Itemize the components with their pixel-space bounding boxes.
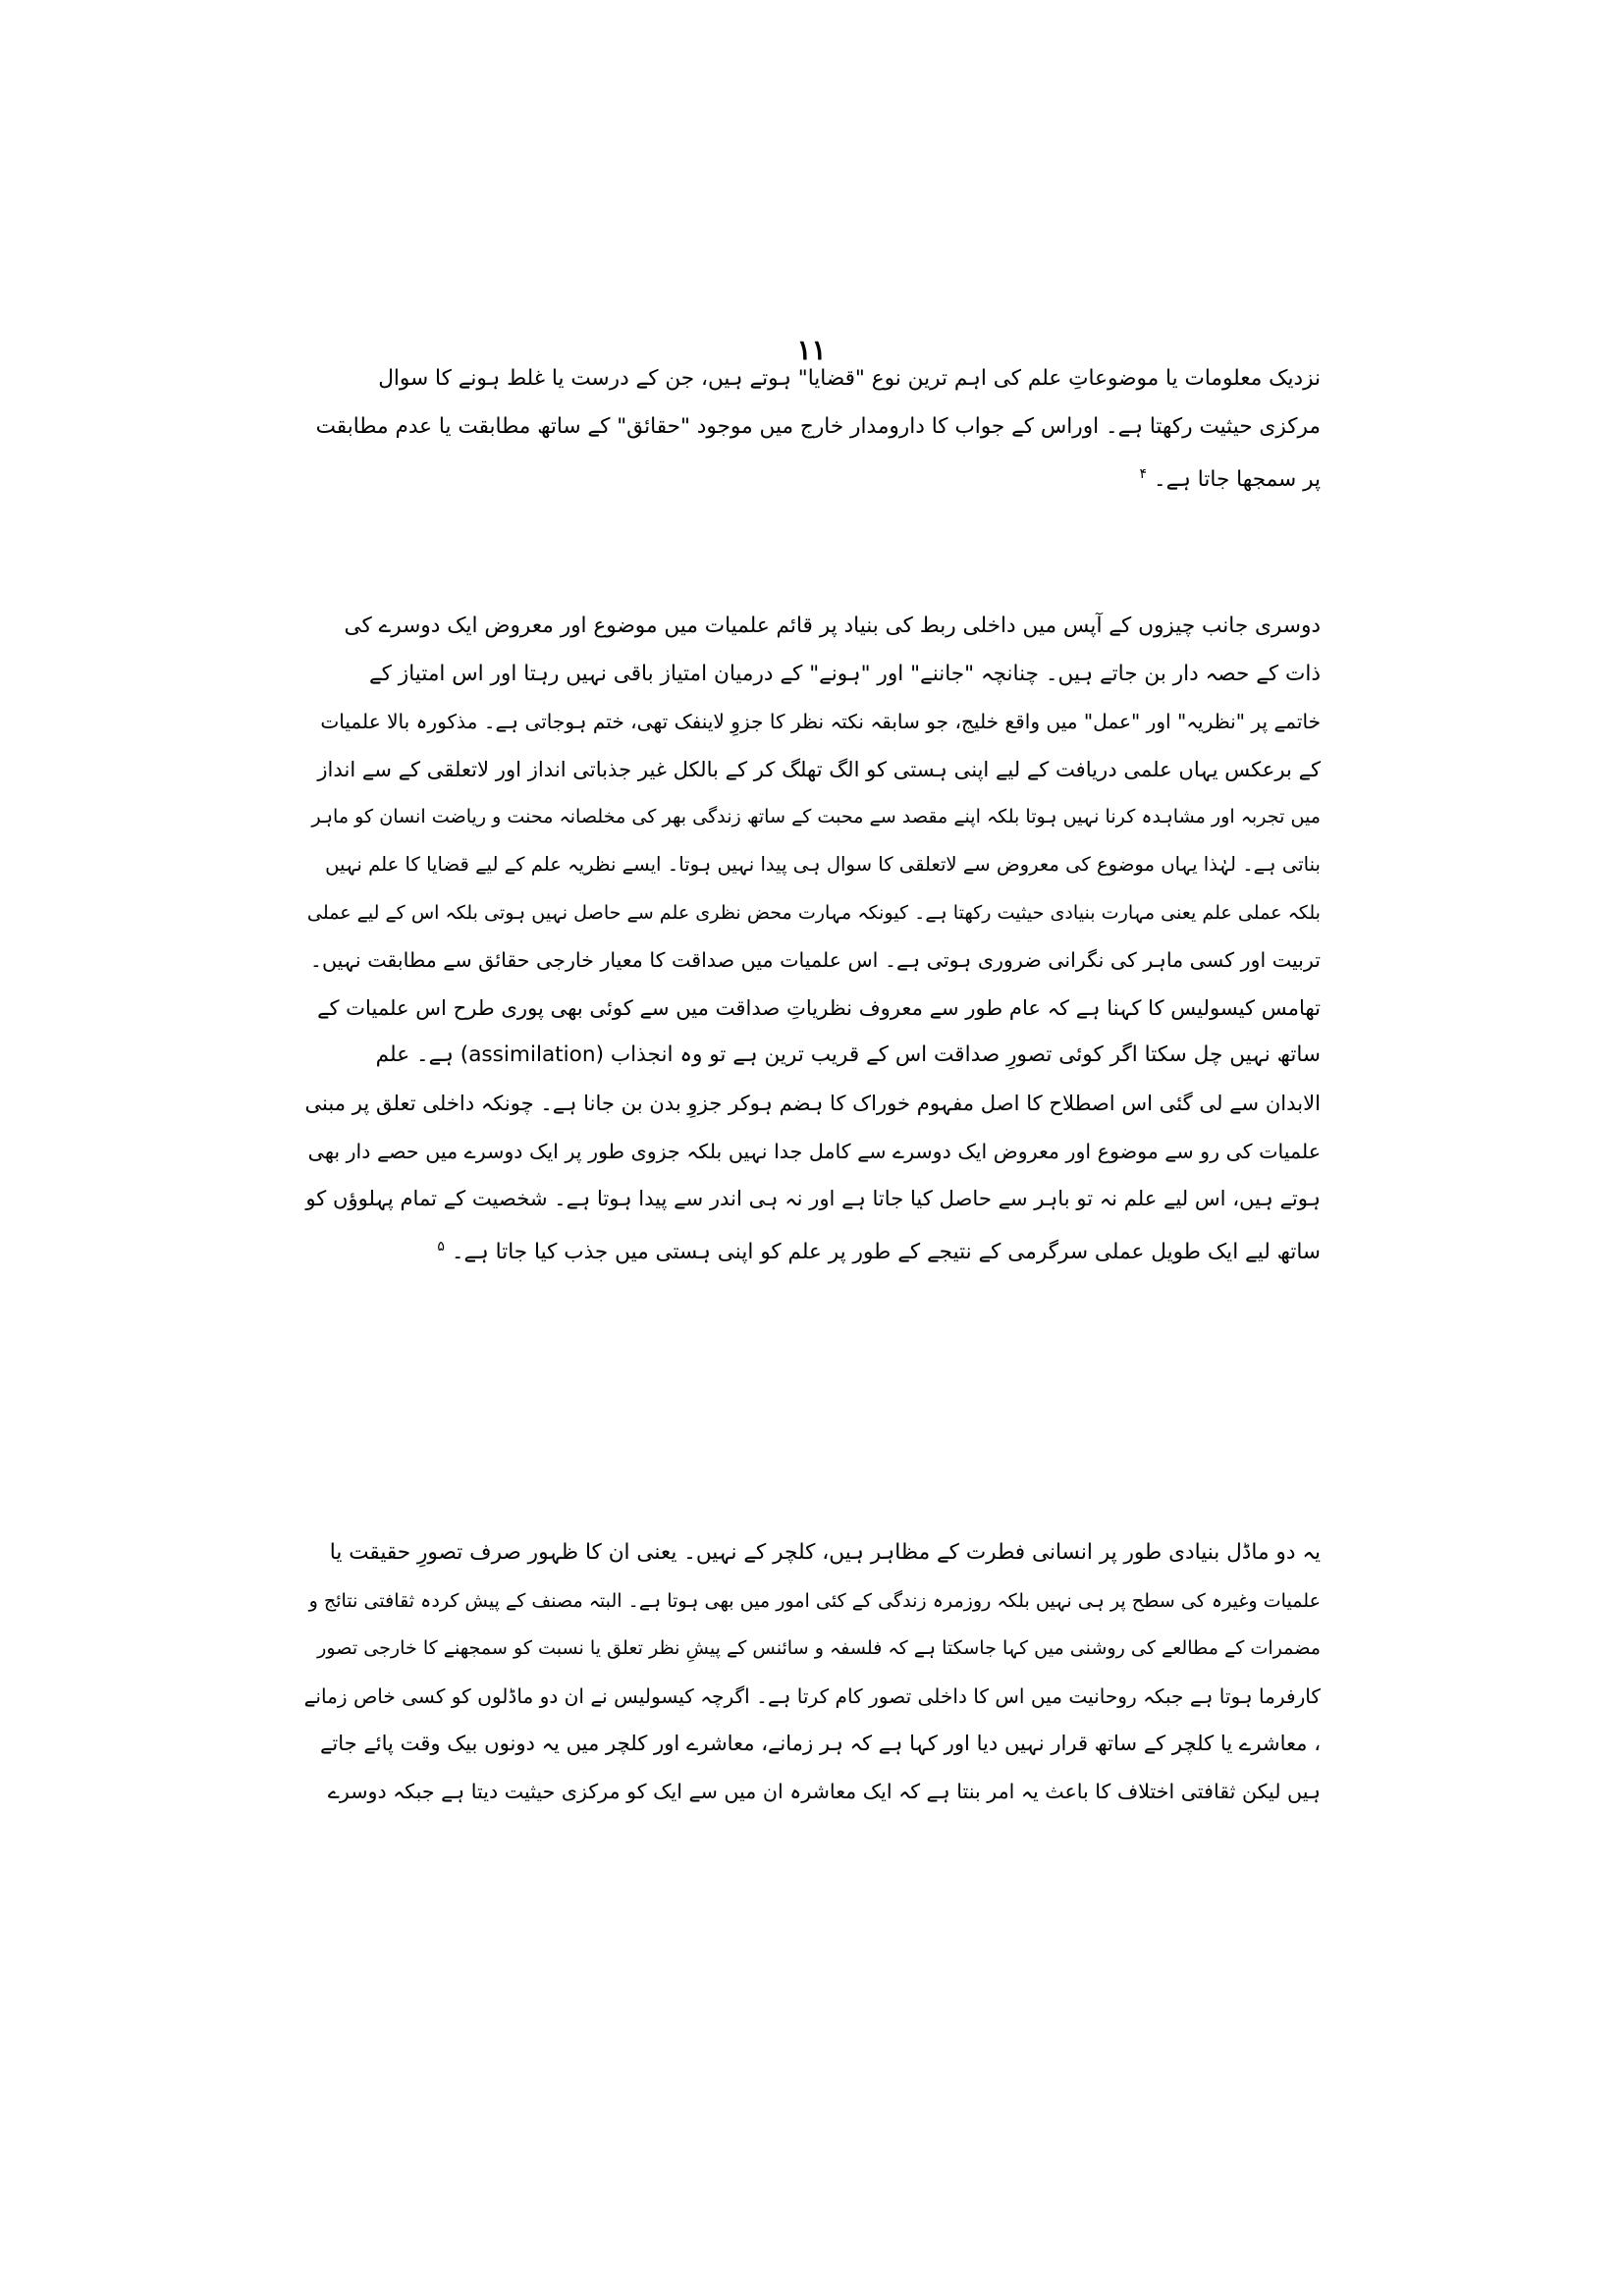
text-line: علمیات وغیرہ کی سطح پر ہی نہیں بلکہ روزمرہ زندگی کے کئی امور میں بھی ہوتا ہے۔ البتہ مصنف کے پیش کردہ ثقافتی نتائج و [308,1588,1321,1612]
text-line: دوسری جانب چیزوں کے آپس میں داخلی ربط کی بنیاد پر قائم علمیات میں موضوع اور معروض ایک دوسرے کی [344,614,1321,638]
text-line-content: پر سمجھا جاتا ہے۔ [1153,467,1321,493]
text-line: نزدیک معلومات یا موضوعاتِ علم کی اہم ترین نوع "قضایا" ہوتے ہیں، جن کے درست یا غلط ہونے کا سوال [378,366,1321,391]
text-line: مضمرات کے مطالعے کی روشنی میں کہا جاسکتا ہے کہ فلسفہ و سائنس کے پیشِ نظر تعلق یا نسبت کو سمجھنے کا خارجی تصور [317,1636,1321,1660]
footnote-marker[interactable]: ۵ [437,1238,445,1255]
text-line: علمیات کی رو سے موضوع اور معروض ایک دوسرے سے کامل جدا نہیں بلکہ جزوی طور پر ایک دوسرے میں حصے دار بھی [307,1139,1321,1163]
text-line: ، معاشرے یا کلچر کے ساتھ قرار نہیں دیا اور کہا ہے کہ ہر زمانے، معاشرے اور کلچر میں یہ دونوں بیک وقت پائے جاتے [319,1731,1321,1756]
footnote-marker[interactable]: ۴ [1139,466,1148,483]
text-line: الابدان سے لی گئی اس اصطلاح کا اصل مفہوم خوراک کا ہضم ہوکر جزوِ بدن بن جانا ہے۔ چونکہ داخلی تعلق پر مبنی [304,1090,1321,1115]
text-line: کے برعکس یہاں علمی دریافت کے لیے اپنی ہستی کو الگ تھلگ کر کے بالکل غیر جذباتی انداز اور لاتعلقی کے سے انداز [317,756,1321,781]
text-line: مرکزی حیثیت رکھتا ہے۔ اوراس کے جواب کا دارومدار خارج میں موجود "حقائق" کے ساتھ مطابقت یا عدم مطابقت [315,413,1321,439]
page-number: ۱۱ [796,334,827,366]
text-line: خاتمے پر "نظریہ" اور "عمل" میں واقع خلیج، جو سابقہ نکتہ نظر کا جزوِ لاینفک تھی، ختم ہوجاتی ہے۔ مذکورہ بالا علمیات [320,710,1321,734]
text-line [304,451,1321,505]
text-line: بناتی ہے۔ لہٰذا یہاں موضوع کی معروض سے لاتعلقی کا سوال ہی پیدا نہیں ہوتا۔ ایسے نظریہ علم کے لیے قضایا کا علم نہیں [325,852,1321,876]
text-line: تھامس کیسولیس کا کہنا ہے کہ عام طور سے معروف نظریاتِ صداقت میں سے کوئی بھی پوری طرح اس علمیات کے [317,994,1321,1020]
text-line: ذات کے حصہ دار بن جاتے ہیں۔ چنانچہ "جاننے" اور "ہونے" کے درمیان امتیاز باقی نہیں رہتا اور اس امتیاز کے [369,661,1321,686]
text-line-content: ساتھ لیے ایک طویل عملی سرگرمی کے نتیجے کے طور پر علم کو اپنی ہستی میں جذب کیا جاتا ہے۔ [451,1239,1321,1264]
paragraph-2 [304,603,1321,1277]
text-line: یہ دو ماڈل بنیادی طور پر انسانی فطرت کے مظاہر ہیں، کلچر کے نہیں۔ یعنی ان کا ظہور صرف تصورِ حقیقت یا [329,1540,1321,1565]
text-line: تربیت اور کسی ماہر کی نگرانی ضروری ہوتی ہے۔ اس علمیات میں صداقت کا معیار خارجی حقائق سے مطابقت نہیں۔ [309,948,1321,973]
text-line: ہوتے ہیں، اس لیے علم نہ تو باہر سے حاصل کیا جاتا ہے اور نہ ہی اندر سے پیدا ہوتا ہے۔ شخصیت کے تمام پہلوؤں کو [305,1186,1321,1211]
text-line: کارفرما ہوتا ہے جبکہ روحانیت میں اس کا داخلی تصور کام کرتا ہے۔ اگرچہ کیسولیس نے ان دو ماڈلوں کو کسی خاص زمانے [303,1683,1321,1708]
paragraph-1 [304,355,1321,505]
text-line: ہیں لیکن ثقافتی اختلاف کا باعث یہ امر بنتا ہے کہ ایک معاشرہ ان میں سے ایک کو مرکزی حیثیت دیتا ہے جبکہ دوسرے [327,1779,1321,1803]
paragraph-3 [304,1529,1321,1816]
text-line: میں تجربہ اور مشاہدہ کرنا نہیں ہوتا بلکہ اپنے مقصد سے محبت کے ساتھ زندگی بھر کی مخلصانہ محنت و ریاضت انسان کو ماہر [311,805,1321,828]
text-line: بلکہ عملی علم یعنی مہارت بنیادی حیثیت رکھتا ہے۔ کیونکہ مہارت محض نظری علم سے حاصل نہیں ہوتی بلکہ اس کے لیے عملی [306,900,1321,924]
text-line: ساتھ نہیں چل سکتا اگر کوئی تصورِ صداقت اس کے قریب ترین ہے تو وہ انجذاب (assimilation) ہے۔ علم [375,1042,1321,1068]
text-line [304,1223,1321,1277]
